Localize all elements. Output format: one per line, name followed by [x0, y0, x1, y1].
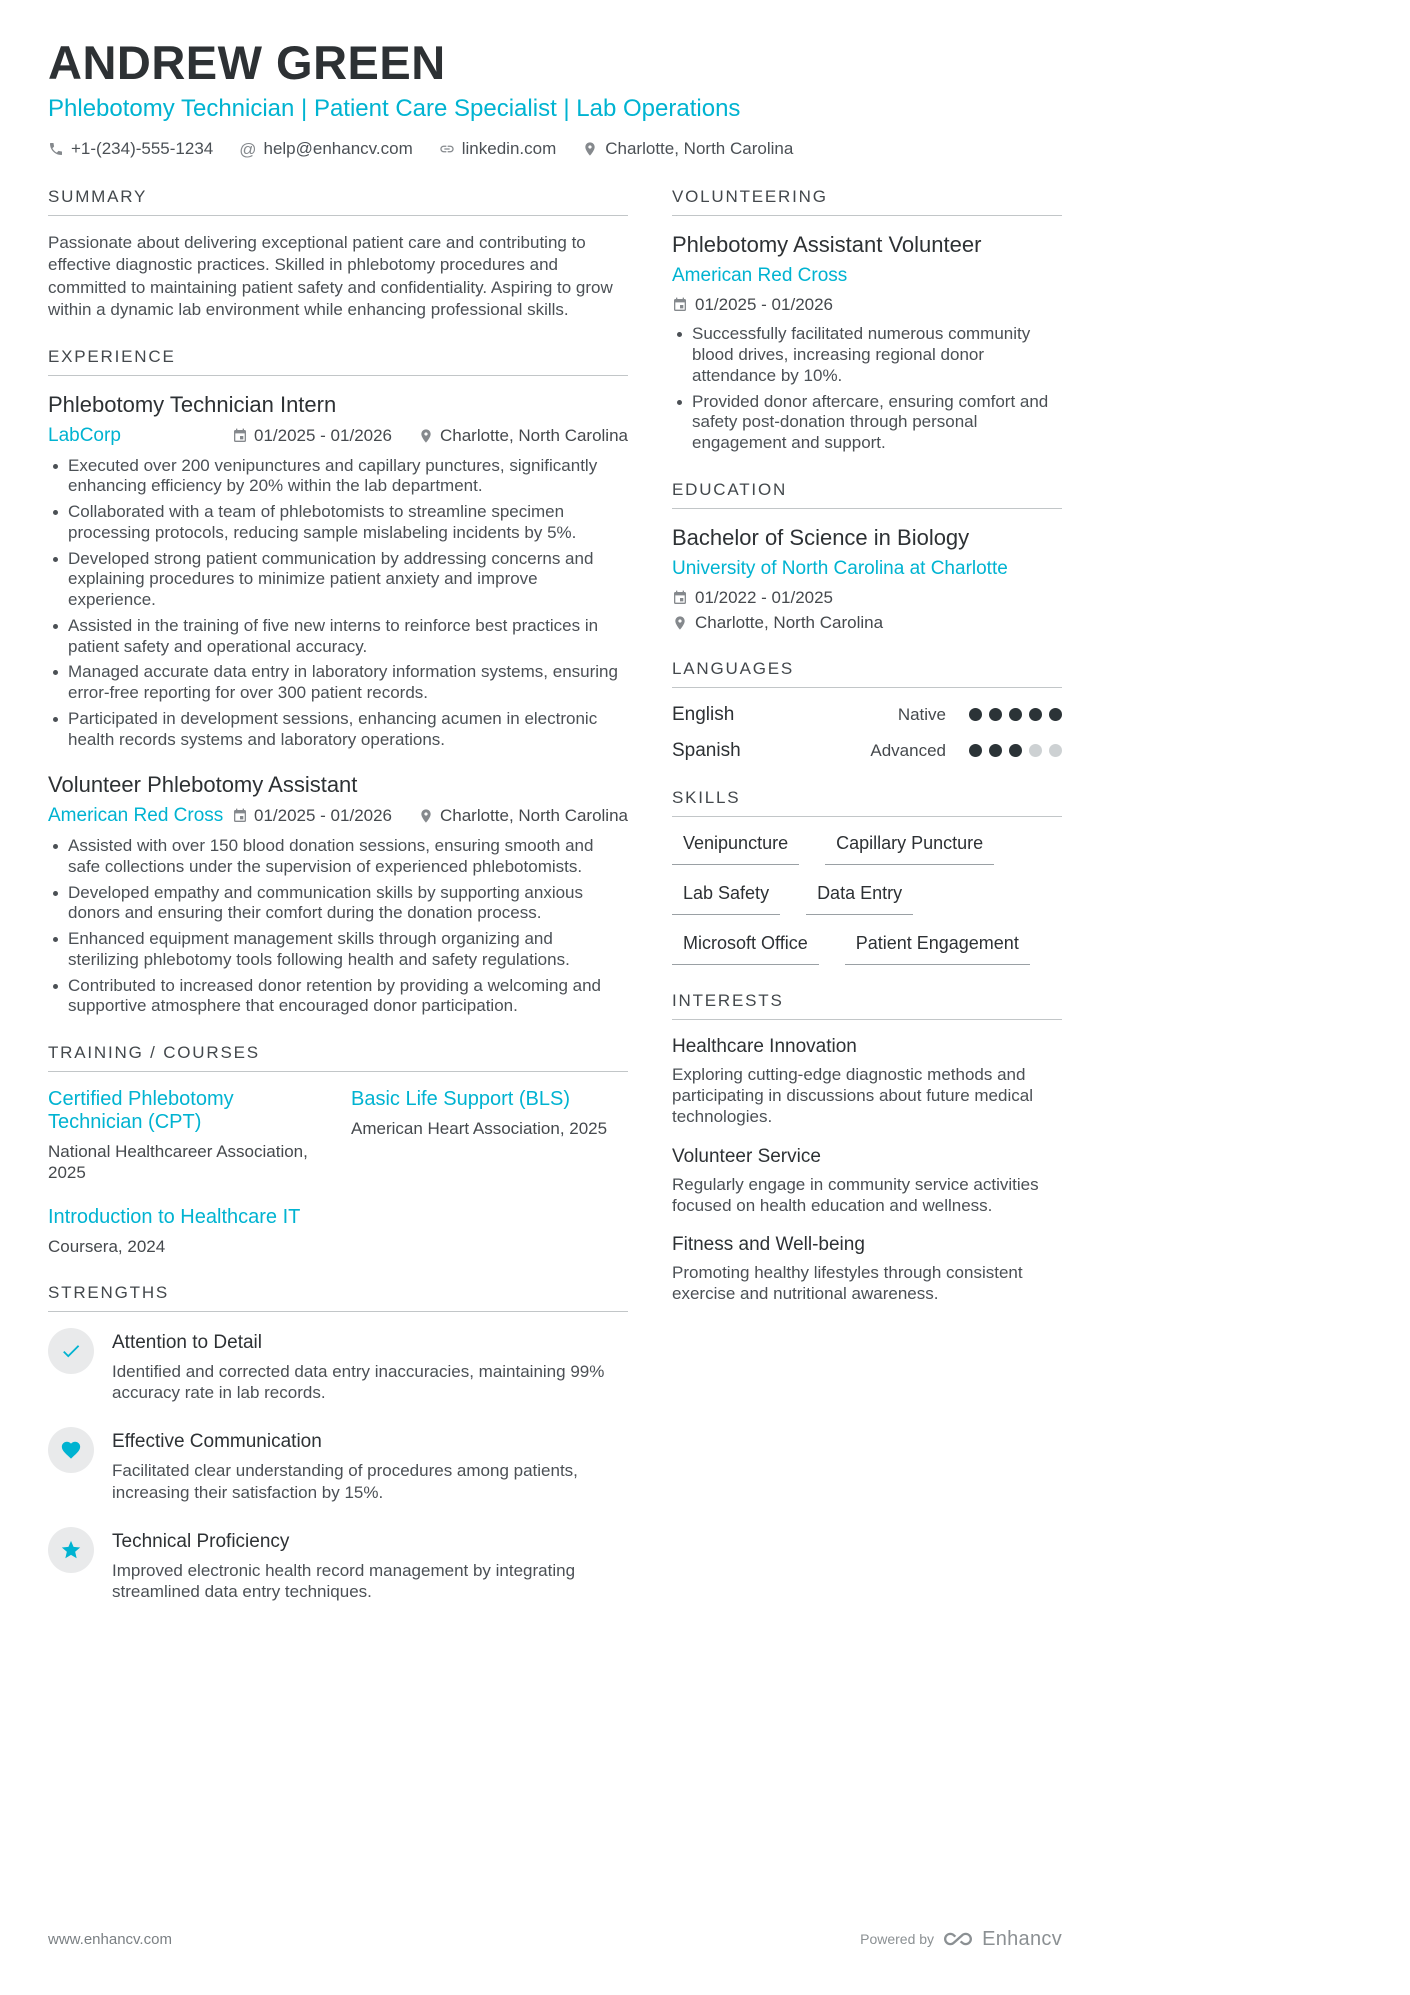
interest-text: Promoting healthy lifestyles through consistent exercise and nutritional awareness. [672, 1263, 1023, 1304]
contact-location-text: Charlotte, North Carolina [605, 139, 794, 159]
strength-item [48, 1328, 628, 1404]
rating-dot-empty [1029, 744, 1042, 757]
section-volunteering [672, 187, 1062, 453]
rating-dot-filled [1029, 708, 1042, 721]
skills-list [672, 833, 1062, 965]
contact-location [582, 139, 793, 159]
interest-title: Volunteer Service [672, 1145, 821, 1167]
volunteering-heading: VOLUNTEERING [672, 187, 1062, 216]
job-bullet: Managed accurate data entry in laboratory information systems, ensuring error-free reporting for over 300 patient records. [48, 662, 628, 703]
job-bullet: Contributed to increased donor retention by providing a welcoming and supportive atmosphere that encouraged donor participation. [48, 976, 628, 1017]
skill-tag: Capillary Puncture [825, 833, 994, 865]
volunteering-org: American Red Cross [672, 265, 848, 287]
skill-tag: Data Entry [806, 883, 913, 915]
page-footer [48, 1925, 1062, 1953]
section-strengths [48, 1283, 628, 1603]
job-bullet: Enhanced equipment management skills through organizing and sterilizing phlebotomy tools following health and safety regulations. [48, 929, 628, 970]
rating-dot-empty [1049, 744, 1062, 757]
right-column [672, 187, 1062, 1628]
interest-title: Healthcare Innovation [672, 1035, 857, 1057]
strength-text: Improved electronic health record management by integrating streamlined data entry techniques. [112, 1560, 576, 1602]
location-icon [418, 428, 434, 444]
section-training [48, 1043, 628, 1257]
course-org: Coursera, 2024 [48, 1236, 166, 1256]
course-title: Introduction to Healthcare IT [48, 1205, 301, 1228]
summary-text: Passionate about delivering exceptional patient care and contributing to effective diagnostic practices. Skilled in phlebotomy procedures and committed to maintaining patient safety and confidentiality. Aspiring to grow within a dynamic lab environment while enhancing professional skills. [48, 233, 613, 319]
powered-by-label: Powered by [860, 1931, 935, 1947]
volunteering-dates [672, 295, 1062, 315]
job-location-text: Charlotte, North Carolina [439, 806, 628, 826]
language-rating-dots [962, 708, 1062, 721]
strength-body [112, 1427, 628, 1503]
strength-title: Effective Communication [112, 1431, 322, 1453]
section-summary [48, 187, 628, 320]
strength-title: Technical Proficiency [112, 1530, 290, 1552]
strength-title: Attention to Detail [112, 1331, 262, 1353]
course-entry [351, 1088, 628, 1184]
language-rating-dots [962, 744, 1062, 757]
resume-body [48, 187, 1362, 1628]
language-name: Spanish [672, 739, 741, 761]
education-dates-text: 01/2022 - 01/2025 [695, 587, 834, 607]
strengths-heading: STRENGTHS [48, 1283, 628, 1312]
job-company: LabCorp [48, 424, 121, 446]
star-icon [60, 1539, 82, 1561]
job-location-text: Charlotte, North Carolina [439, 425, 628, 445]
job-bullets [48, 836, 628, 1017]
volunteering-title: Phlebotomy Assistant Volunteer [672, 232, 982, 258]
section-education [672, 480, 1062, 633]
job-title: Volunteer Phlebotomy Assistant [48, 772, 358, 798]
language-level: Advanced [870, 740, 946, 760]
languages-heading: LANGUAGES [672, 659, 1062, 688]
location-icon [582, 141, 598, 157]
calendar-icon [232, 808, 248, 824]
resume-header [0, 0, 1410, 159]
contact-email[interactable] [239, 139, 413, 159]
job-bullet: Participated in development sessions, enhancing acumen in electronic health records systems and laboratory operations. [48, 709, 628, 750]
strength-body [112, 1328, 628, 1404]
job-meta-row [48, 805, 628, 827]
skill-tag: Lab Safety [672, 883, 780, 915]
job-location [418, 806, 628, 826]
skill-tag: Venipuncture [672, 833, 799, 865]
footer-website-link[interactable]: www.enhancv.com [48, 1930, 172, 1948]
email-icon: @ [239, 139, 257, 159]
calendar-icon [672, 297, 688, 313]
section-interests [672, 991, 1062, 1305]
job-dates-text: 01/2025 - 01/2026 [254, 806, 393, 826]
course-entry [48, 1088, 325, 1184]
strength-body [112, 1527, 628, 1603]
experience-heading: EXPERIENCE [48, 347, 628, 376]
rating-dot-filled [1049, 708, 1062, 721]
interest-item [672, 1036, 1062, 1128]
skills-heading: SKILLS [672, 788, 1062, 817]
interest-text: Regularly engage in community service activities focused on health education and wellness. [672, 1174, 1039, 1215]
skill-tag: Microsoft Office [672, 933, 819, 965]
enhancv-logo-icon [944, 1925, 972, 1953]
location-icon [418, 808, 434, 824]
strength-icon-circle [48, 1427, 94, 1473]
contact-phone-text: +1-(234)-555-1234 [71, 139, 214, 159]
candidate-name: ANDREW GREEN [48, 36, 446, 89]
strength-text: Facilitated clear understanding of procedures among patients, increasing their satisfaction by 15%. [112, 1461, 578, 1502]
job-bullet: Developed strong patient communication by addressing concerns and explaining procedures to minimize patient anxiety and improve experience. [48, 549, 628, 611]
course-title: Certified Phlebotomy Technician (CPT) [48, 1088, 234, 1134]
phone-icon [48, 141, 64, 157]
section-skills [672, 788, 1062, 965]
job-bullets [48, 456, 628, 751]
rating-dot-filled [1009, 744, 1022, 757]
job-bullet: Collaborated with a team of phlebotomists to streamline specimen processing protocols, reducing sample mislabeling incidents by 5%. [48, 502, 628, 543]
rating-dot-filled [969, 708, 982, 721]
job-bullet: Executed over 200 venipunctures and capillary punctures, significantly enhancing efficiency by 20% within the lab department. [48, 456, 628, 497]
education-degree: Bachelor of Science in Biology [672, 524, 970, 550]
volunteering-bullet: Provided donor aftercare, ensuring comfort and safety post-donation through personal engagement and support. [672, 392, 1062, 454]
left-column [48, 187, 628, 1628]
strength-icon-circle [48, 1527, 94, 1573]
training-grid [48, 1088, 628, 1257]
language-row [672, 740, 1062, 762]
interests-heading: INTERESTS [672, 991, 1062, 1020]
job-meta-row [48, 425, 628, 447]
course-title: Basic Life Support (BLS) [351, 1088, 570, 1111]
volunteering-dates-text: 01/2025 - 01/2026 [695, 295, 834, 315]
summary-heading: SUMMARY [48, 187, 628, 216]
candidate-headline: Phlebotomy Technician | Patient Care Specialist | Lab Operations [48, 95, 741, 123]
enhancv-brand-name: Enhancv [982, 1927, 1062, 1950]
education-location [672, 613, 1062, 633]
training-heading: TRAINING / COURSES [48, 1043, 628, 1072]
contact-linkedin-text: linkedin.com [461, 139, 557, 159]
skill-tag: Patient Engagement [845, 933, 1030, 965]
contact-phone [48, 139, 213, 159]
rating-dot-filled [1009, 708, 1022, 721]
experience-entry [48, 772, 628, 1017]
interest-text: Exploring cutting-edge diagnostic methods and participating in discussions about future medical technologies. [672, 1064, 1033, 1127]
rating-dot-filled [989, 744, 1002, 757]
interest-item [672, 1146, 1062, 1217]
strength-item [48, 1427, 628, 1503]
rating-dot-filled [969, 744, 982, 757]
course-org: American Heart Association, 2025 [351, 1119, 608, 1139]
check-icon [60, 1340, 82, 1362]
volunteering-bullets [672, 324, 1062, 453]
education-school: University of North Carolina at Charlotte [672, 557, 1008, 579]
job-bullet: Developed empathy and communication skills by supporting anxious donors and ensuring their comfort during the donation process. [48, 883, 628, 924]
job-title: Phlebotomy Technician Intern [48, 391, 337, 417]
calendar-icon [232, 428, 248, 444]
education-heading: EDUCATION [672, 480, 1062, 509]
experience-entry [48, 392, 628, 751]
education-dates [672, 588, 1062, 608]
job-dates [232, 806, 392, 826]
strength-text: Identified and corrected data entry inaccuracies, maintaining 99% accuracy rate in lab records. [112, 1361, 605, 1403]
education-location-text: Charlotte, North Carolina [695, 612, 884, 632]
interest-item [672, 1234, 1062, 1305]
volunteering-bullet: Successfully facilitated numerous community blood drives, increasing regional donor attendance by 10%. [672, 324, 1062, 386]
course-entry [48, 1206, 325, 1257]
contact-linkedin[interactable] [439, 139, 557, 159]
section-experience [48, 347, 628, 1017]
job-dates [232, 426, 392, 446]
contact-row [48, 139, 1362, 159]
strength-icon-circle [48, 1328, 94, 1374]
language-level: Native [897, 704, 946, 724]
heart-icon [60, 1439, 82, 1461]
language-row [672, 704, 1062, 726]
calendar-icon [672, 590, 688, 606]
rating-dot-filled [989, 708, 1002, 721]
job-bullet: Assisted in the training of five new interns to reinforce best practices in patient safety and operational accuracy. [48, 616, 628, 657]
job-location [418, 426, 628, 446]
job-company: American Red Cross [48, 805, 224, 827]
footer-brand [860, 1925, 1062, 1953]
strength-item [48, 1527, 628, 1603]
interest-title: Fitness and Well-being [672, 1234, 865, 1255]
job-bullet: Assisted with over 150 blood donation sessions, ensuring smooth and safe collections under the supervision of experienced phlebotomists. [48, 836, 628, 877]
link-icon [439, 141, 455, 157]
course-org: National Healthcareer Association, 2025 [48, 1142, 308, 1183]
job-dates-text: 01/2025 - 01/2026 [254, 425, 393, 445]
contact-email-text: help@enhancv.com [263, 139, 413, 159]
language-name: English [672, 703, 735, 725]
location-icon [672, 615, 688, 631]
section-languages [672, 659, 1062, 762]
